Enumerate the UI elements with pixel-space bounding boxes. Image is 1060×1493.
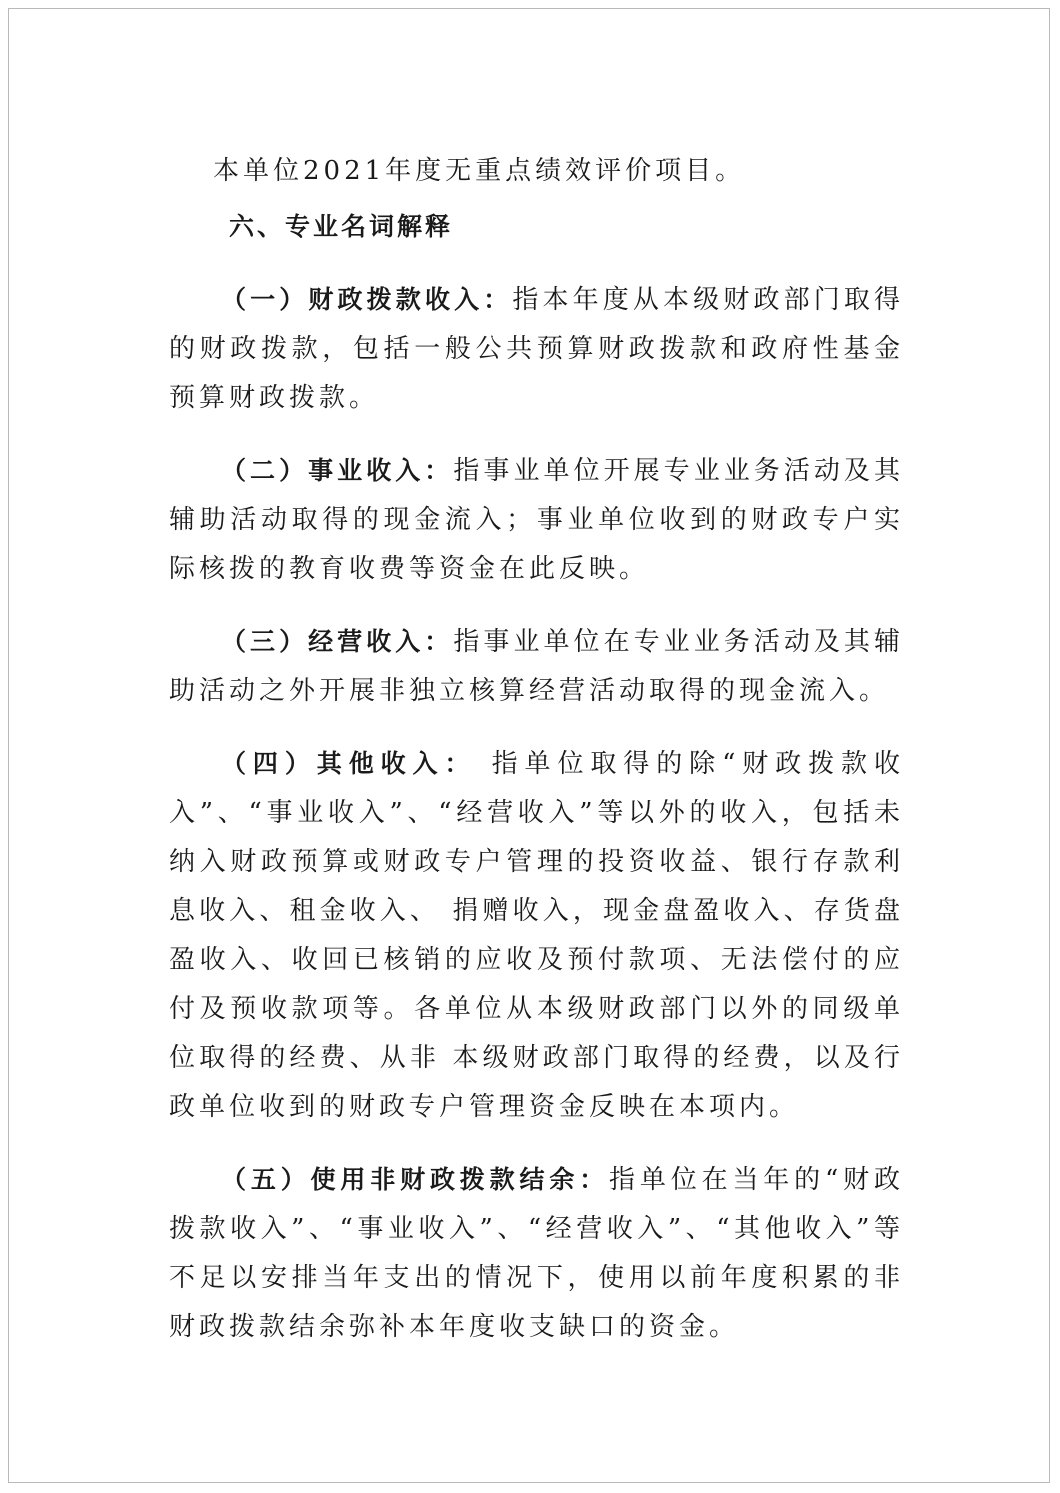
definition-paragraph-3 — [169, 617, 904, 716]
definition-text-4: 指单位取得的除“财政拨款收入”、“事业收入”、“经营收入”等以外的收入，包括未纳入财政预算或财政专户管理的投资收益、银行存款利息收入、租金收入、 捐赠收入，现金盘盈收入、存货盘盈收入、收回已核销的应收及预付款项、无法偿付的应付及预收款项等。各单位从本级财政部门以外的同级单位取得的经费、从非 本级财政部门取得的经费，以及行政单位收到的财政专户管理资金反映在本项内。 — [169, 749, 904, 1122]
definition-term-1: （一）财政拨款收入： — [221, 285, 513, 314]
document-body — [169, 147, 904, 1352]
definition-text-1: 指本年度从本级财政部门取得的财政拨款，包括一般公共预算财政拨款和政府性基金预算财政拨款。 — [169, 285, 904, 413]
section-heading: 六、专业名词解释 — [229, 212, 454, 241]
definition-term-2: （二）事业收入： — [221, 456, 454, 485]
definition-term-4: （四）其他收入： — [221, 749, 477, 778]
definition-term-3: （三）经营收入： — [221, 627, 454, 656]
definition-paragraph-1 — [169, 275, 904, 423]
definition-text-2: 指事业单位开展专业业务活动及其辅助活动取得的现金流入；事业单位收到的财政专户实际核拨的教育收费等资金在此反映。 — [169, 456, 904, 584]
definition-text-5: 指单位在当年的“财政拨款收入”、“事业收入”、“经营收入”、“其他收入”等不足以安排当年支出的情况下，使用以前年度积累的非财政拨款结余弥补本年度收支缺口的资金。 — [169, 1165, 904, 1342]
document-page — [8, 8, 1050, 1483]
definition-paragraph-2 — [169, 446, 904, 594]
definition-term-5: （五）使用非财政拨款结余： — [221, 1165, 610, 1194]
definition-paragraph-4 — [169, 739, 904, 1132]
definition-paragraph-5 — [169, 1155, 904, 1352]
definition-text-3: 指事业单位在专业业务活动及其辅助活动之外开展非独立核算经营活动取得的现金流入。 — [169, 627, 904, 706]
intro-paragraph: 本单位2021年度无重点绩效评价项目。 — [213, 156, 746, 186]
